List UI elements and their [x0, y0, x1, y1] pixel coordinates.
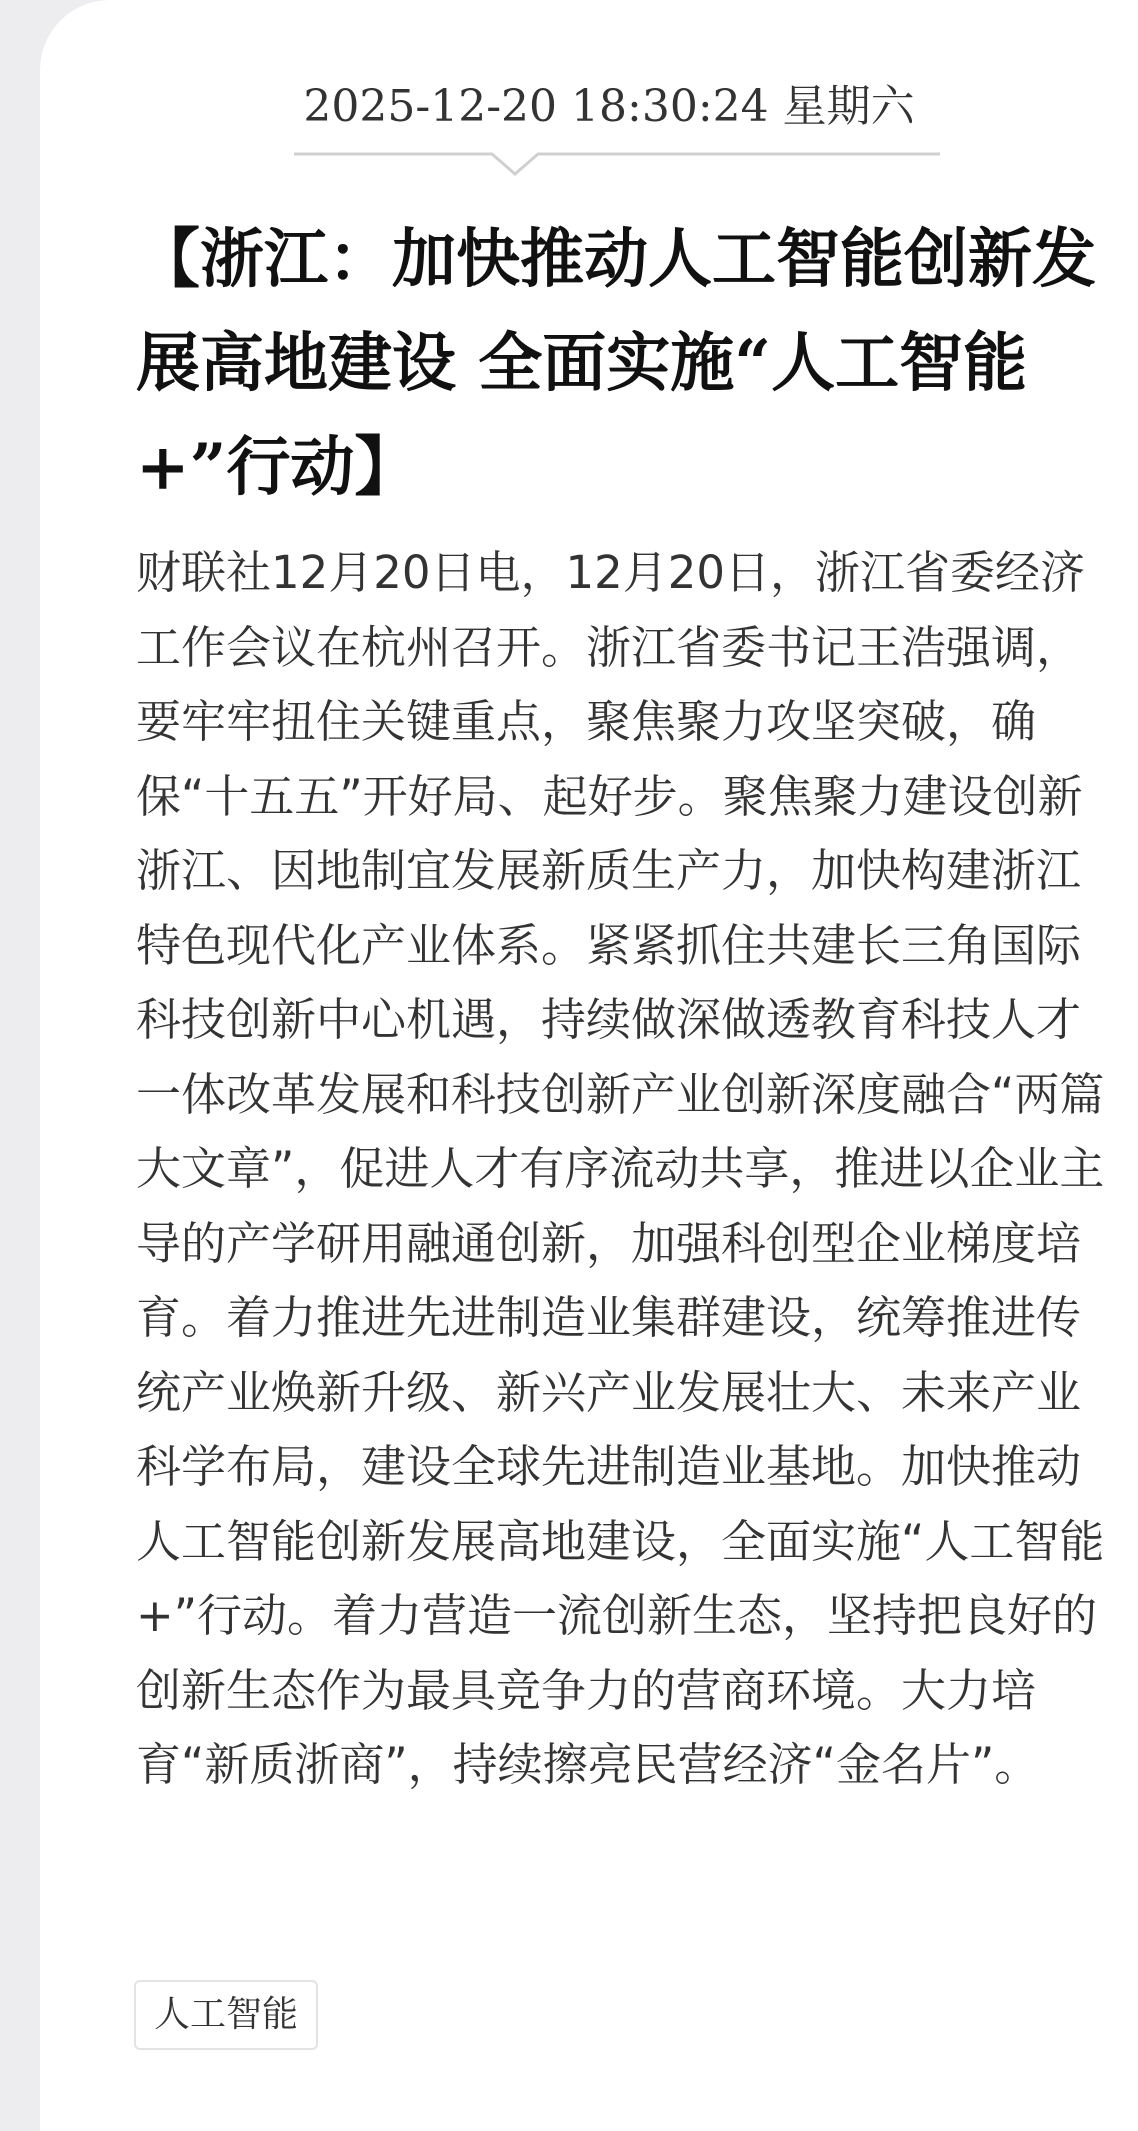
tag-chip[interactable]: 人工智能: [134, 1980, 318, 2050]
article-card: [40, 0, 1138, 2131]
publish-datetime: 2025-12-20 18:30:24 星期六: [303, 81, 915, 132]
article-headline: 【浙江：加快推动人工智能创新发展高地建设 全面实施“人工智能+”行动】: [136, 222, 1096, 505]
article-body: 财联社12月20日电，12月20日，浙江省委经济工作会议在杭州召开。浙江省委书记王浩强调，要牢牢扭住关键重点，聚焦聚力攻坚突破，确保“十五五”开好局、起好步。聚焦聚力建设创新浙江、因地制宜发展新质生产力，加快构建浙江特色现代化产业体系。紧紧抓住共建长三角国际科技创新中心机遇，持续做深做透教育科技人才一体改革发展和科技创新产业创新深度融合“两篇大文章”，促进人才有序流动共享，推进以企业主导的产学研用融通创新，加强科创型企业梯度培育。着力推进先进制造业集群建设，统筹推进传统产业焕新升级、新兴产业发展壮大、未来产业科学布局，建设全球先进制造业基地。加快推动人工智能创新发展高地建设，全面实施“人工智能+”行动。着力营造一流创新生态，坚持把良好的创新生态作为最具竞争力的营商环境。大力培育“新质浙商”，持续擦亮民营经济“金名片”。: [136, 546, 1105, 1791]
divider-with-notch: [294, 152, 940, 178]
